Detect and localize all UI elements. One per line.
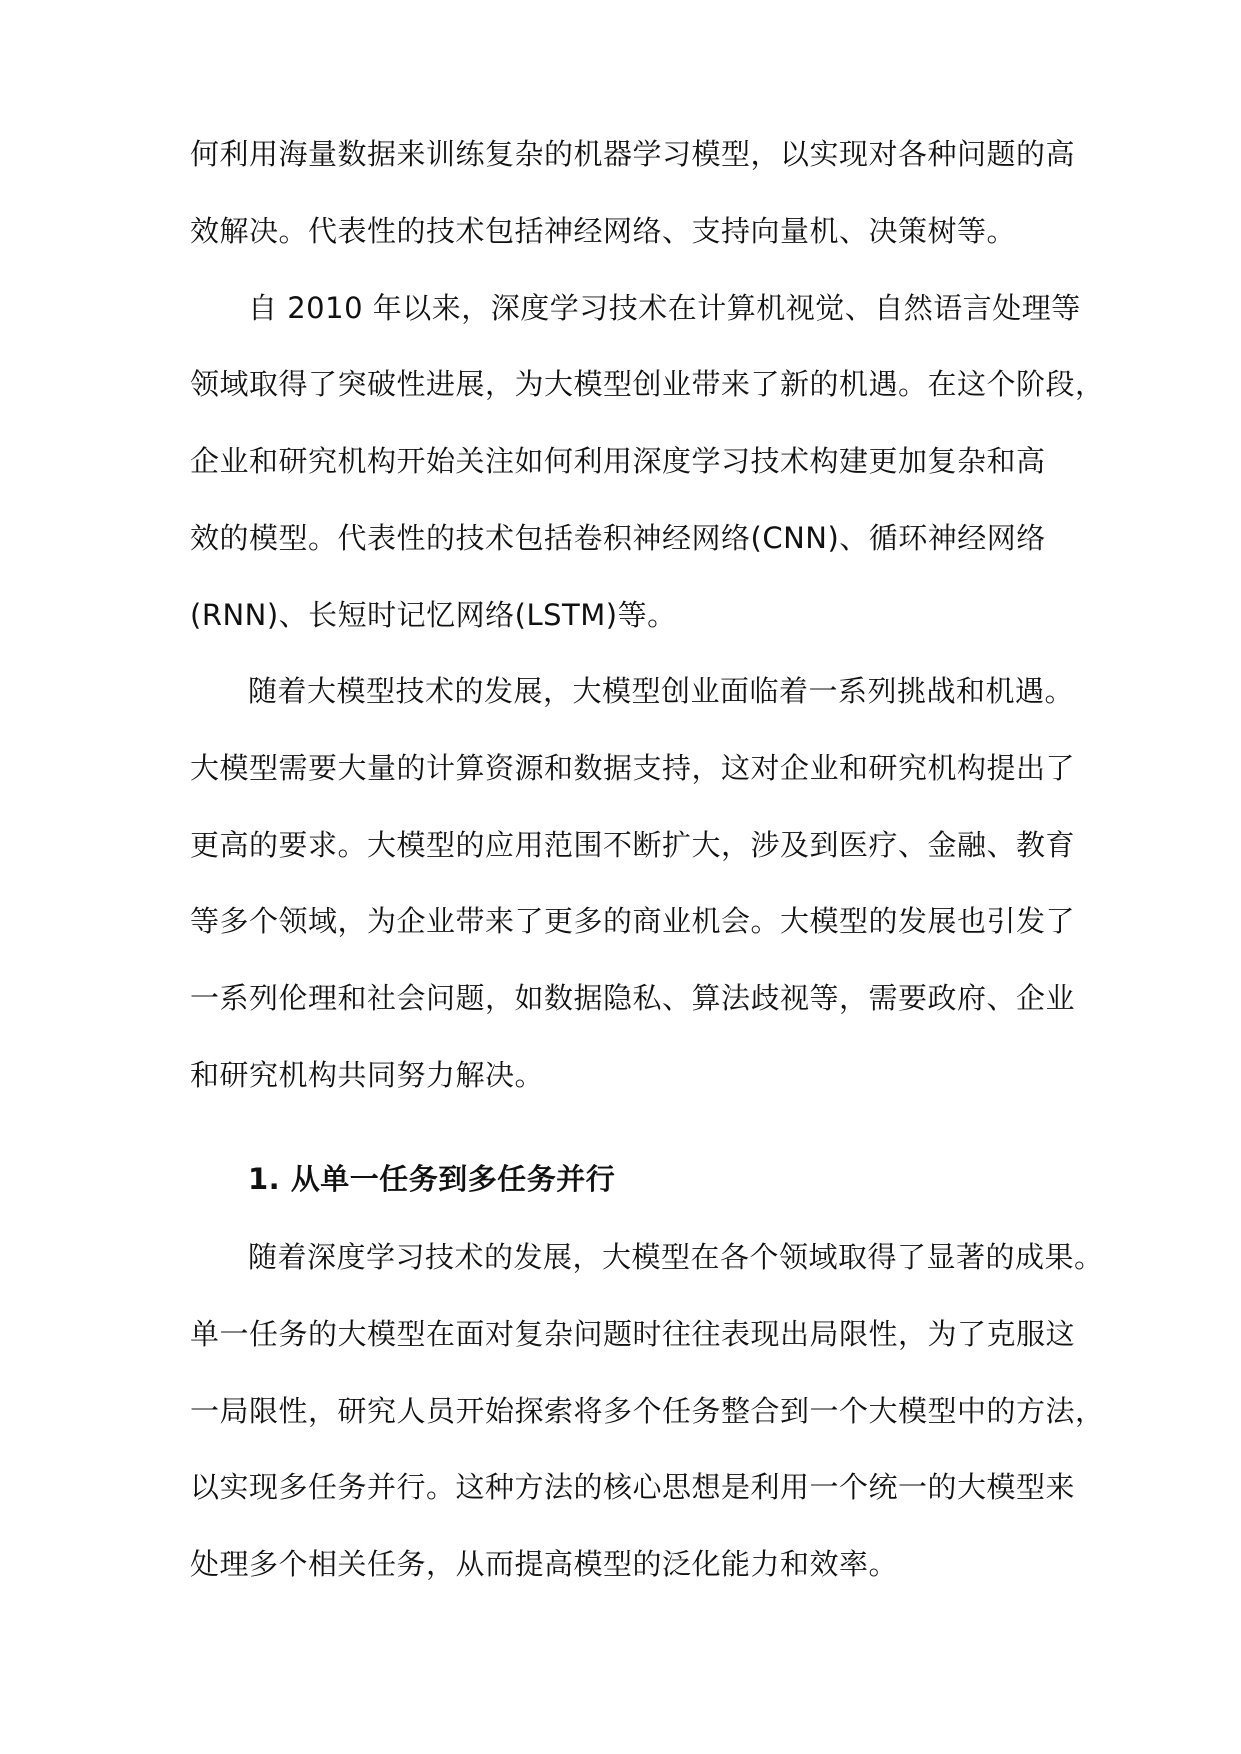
paragraph-4-line-4: 以实现多任务并行。这种方法的核心思想是利用一个统一的大模型来 — [190, 1470, 1076, 1504]
paragraph-2-line-5: (RNN)、长短时记忆网络(LSTM)等。 — [190, 598, 677, 632]
paragraph-2-line-1: 自 2010 年以来，深度学习技术在计算机视觉、自然语言处理等 — [248, 291, 1081, 325]
paragraph-1-line-1: 何利用海量数据来训练复杂的机器学习模型，以实现对各种问题的高 — [190, 137, 1076, 171]
paragraph-3-line-1: 随着大模型技术的发展，大模型创业面临着一系列挑战和机遇。 — [248, 674, 1075, 708]
paragraph-3-line-6: 和研究机构共同努力解决。 — [190, 1058, 545, 1092]
paragraph-3-line-2: 大模型需要大量的计算资源和数据支持，这对企业和研究机构提出了 — [190, 751, 1076, 785]
paragraph-3-line-4: 等多个领域，为企业带来了更多的商业机会。大模型的发展也引发了 — [190, 904, 1076, 938]
paragraph-4-line-2: 单一任务的大模型在面对复杂问题时往往表现出局限性，为了克服这 — [190, 1317, 1076, 1351]
paragraph-2-line-4: 效的模型。代表性的技术包括卷积神经网络(CNN)、循环神经网络 — [190, 521, 1046, 555]
section-heading: 1. 从单一任务到多任务并行 — [248, 1162, 616, 1196]
paragraph-3-line-5: 一系列伦理和社会问题，如数据隐私、算法歧视等，需要政府、企业 — [190, 981, 1076, 1015]
paragraph-2-line-2: 领域取得了突破性进展，为大模型创业带来了新的机遇。在这个阶段， — [190, 367, 1105, 401]
paragraph-4-line-5: 处理多个相关任务，从而提高模型的泛化能力和效率。 — [190, 1547, 899, 1581]
paragraph-4-line-3: 一局限性，研究人员开始探索将多个任务整合到一个大模型中的方法， — [190, 1394, 1105, 1428]
paragraph-4-line-1: 随着深度学习技术的发展，大模型在各个领域取得了显著的成果。 — [248, 1240, 1104, 1274]
paragraph-2-line-3: 企业和研究机构开始关注如何利用深度学习技术构建更加复杂和高 — [190, 444, 1046, 478]
paragraph-1-line-2: 效解决。代表性的技术包括神经网络、支持向量机、决策树等。 — [190, 214, 1017, 248]
paragraph-3-line-3: 更高的要求。大模型的应用范围不断扩大，涉及到医疗、金融、教育 — [190, 828, 1076, 862]
